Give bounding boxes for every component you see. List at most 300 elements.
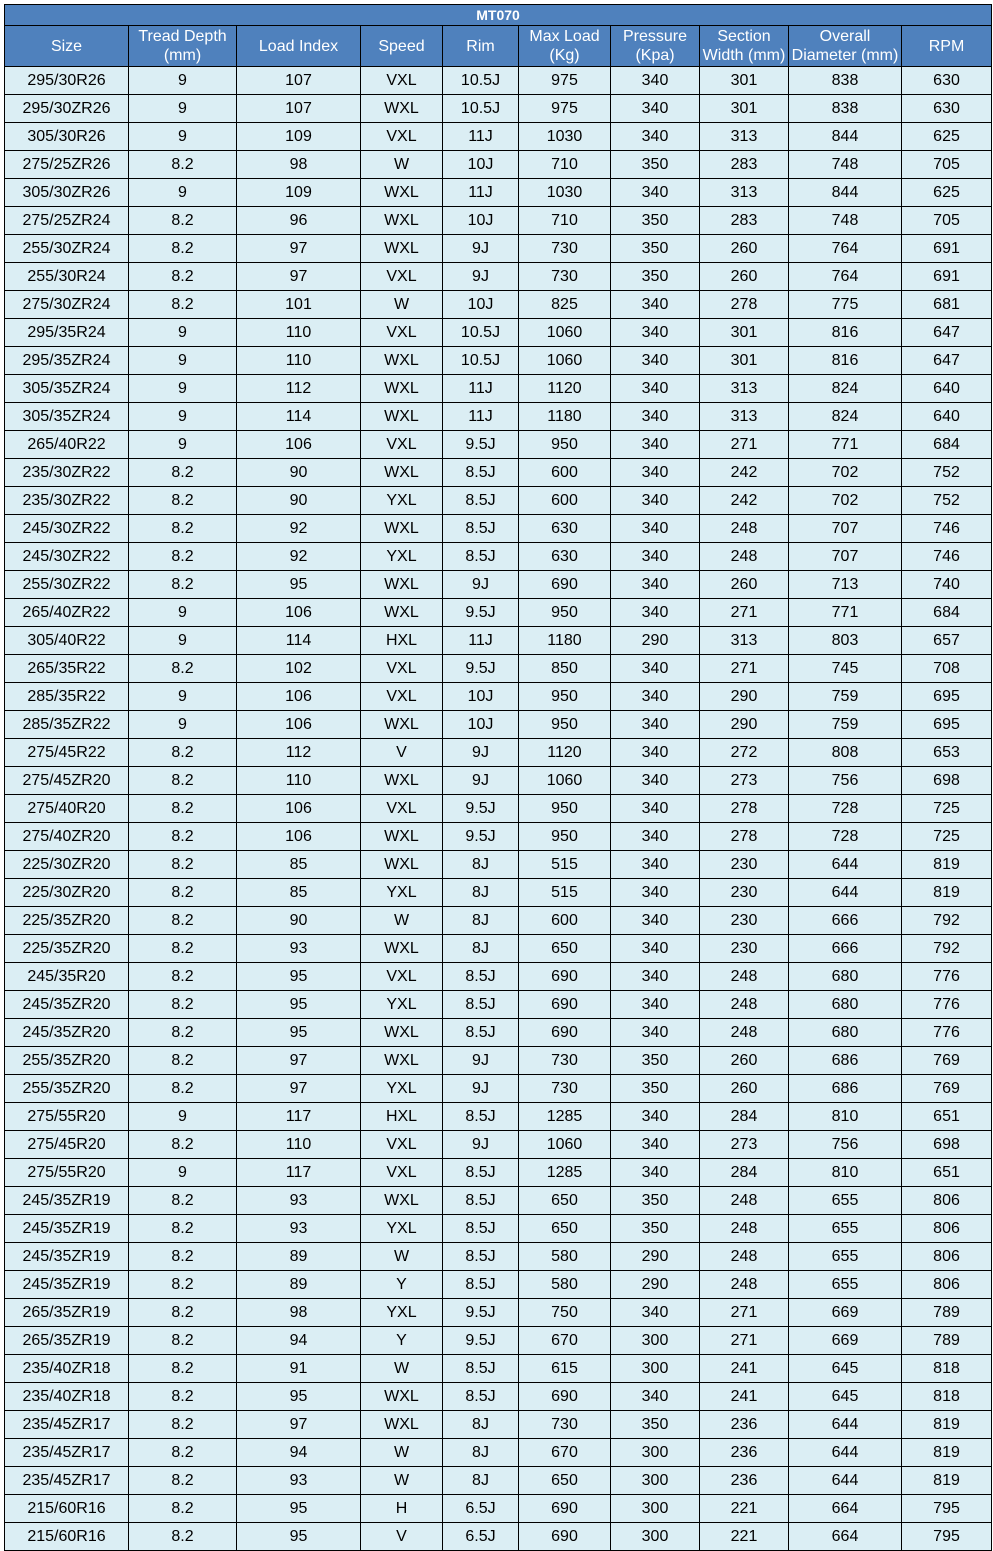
cell-pressure: 290 [611, 1271, 700, 1299]
cell-tread-depth: 9 [129, 1159, 237, 1187]
cell-rpm: 746 [902, 543, 992, 571]
cell-tread-depth: 9 [129, 599, 237, 627]
cell-section-width: 313 [700, 375, 789, 403]
cell-load-index: 95 [237, 963, 361, 991]
cell-tread-depth: 8.2 [129, 291, 237, 319]
cell-max-load: 690 [519, 963, 611, 991]
cell-rpm: 806 [902, 1215, 992, 1243]
cell-speed: WXL [361, 1187, 443, 1215]
cell-load-index: 90 [237, 907, 361, 935]
cell-rpm: 695 [902, 683, 992, 711]
column-header-load-index [237, 26, 361, 67]
cell-overall-diameter: 686 [789, 1075, 902, 1103]
cell-load-index: 117 [237, 1159, 361, 1187]
column-header-tread-depth [129, 26, 237, 67]
cell-section-width: 241 [700, 1355, 789, 1383]
cell-speed: WXL [361, 403, 443, 431]
cell-max-load: 1060 [519, 347, 611, 375]
cell-speed: WXL [361, 599, 443, 627]
cell-pressure: 300 [611, 1495, 700, 1523]
cell-section-width: 248 [700, 1187, 789, 1215]
cell-speed: WXL [361, 515, 443, 543]
cell-size: 235/30ZR22 [5, 459, 129, 487]
cell-max-load: 950 [519, 683, 611, 711]
cell-rim: 9J [443, 767, 519, 795]
cell-load-index: 97 [237, 1047, 361, 1075]
cell-rim: 8.5J [443, 1215, 519, 1243]
cell-pressure: 340 [611, 179, 700, 207]
table-row [5, 1271, 992, 1299]
cell-rim: 8.5J [443, 1243, 519, 1271]
cell-pressure: 350 [611, 1187, 700, 1215]
table-row [5, 179, 992, 207]
cell-tread-depth: 9 [129, 179, 237, 207]
cell-rim: 8J [443, 879, 519, 907]
cell-pressure: 350 [611, 263, 700, 291]
column-header-line: (Kpa) [635, 47, 675, 64]
table-row [5, 431, 992, 459]
cell-pressure: 340 [611, 599, 700, 627]
cell-size: 245/30ZR22 [5, 515, 129, 543]
cell-rim: 9J [443, 739, 519, 767]
cell-rim: 9J [443, 1131, 519, 1159]
cell-rpm: 819 [902, 879, 992, 907]
cell-size: 295/35R24 [5, 319, 129, 347]
column-header-line: RPM [928, 37, 965, 55]
cell-pressure: 340 [611, 935, 700, 963]
cell-section-width: 248 [700, 991, 789, 1019]
cell-pressure: 340 [611, 1131, 700, 1159]
cell-section-width: 313 [700, 627, 789, 655]
cell-rim: 9.5J [443, 1299, 519, 1327]
cell-load-index: 106 [237, 823, 361, 851]
cell-section-width: 248 [700, 963, 789, 991]
cell-load-index: 93 [237, 935, 361, 963]
cell-max-load: 825 [519, 291, 611, 319]
cell-overall-diameter: 713 [789, 571, 902, 599]
cell-size: 225/35ZR20 [5, 935, 129, 963]
cell-rpm: 725 [902, 823, 992, 851]
cell-pressure: 350 [611, 207, 700, 235]
cell-tread-depth: 8.2 [129, 263, 237, 291]
cell-load-index: 101 [237, 291, 361, 319]
cell-pressure: 350 [611, 1215, 700, 1243]
cell-tread-depth: 8.2 [129, 459, 237, 487]
cell-load-index: 93 [237, 1187, 361, 1215]
table-row [5, 235, 992, 263]
cell-rpm: 698 [902, 1131, 992, 1159]
cell-pressure: 300 [611, 1355, 700, 1383]
table-row [5, 1523, 992, 1551]
cell-overall-diameter: 764 [789, 263, 902, 291]
cell-rim: 9.5J [443, 599, 519, 627]
cell-pressure: 340 [611, 375, 700, 403]
cell-section-width: 301 [700, 95, 789, 123]
cell-rpm: 630 [902, 95, 992, 123]
cell-load-index: 106 [237, 431, 361, 459]
column-header-line: (Kg) [549, 47, 580, 64]
cell-pressure: 340 [611, 1019, 700, 1047]
column-header-line: Tread Depth [138, 28, 227, 45]
column-header-rim [443, 26, 519, 67]
cell-overall-diameter: 645 [789, 1355, 902, 1383]
cell-max-load: 1120 [519, 739, 611, 767]
table-row [5, 1383, 992, 1411]
cell-pressure: 300 [611, 1327, 700, 1355]
cell-max-load: 580 [519, 1271, 611, 1299]
cell-max-load: 1285 [519, 1103, 611, 1131]
cell-size: 265/35ZR19 [5, 1299, 129, 1327]
table-row [5, 935, 992, 963]
cell-section-width: 271 [700, 599, 789, 627]
cell-rpm: 789 [902, 1299, 992, 1327]
cell-rim: 9.5J [443, 655, 519, 683]
cell-rim: 9J [443, 263, 519, 291]
cell-tread-depth: 9 [129, 375, 237, 403]
cell-max-load: 670 [519, 1327, 611, 1355]
cell-rpm: 792 [902, 907, 992, 935]
cell-rpm: 819 [902, 851, 992, 879]
cell-load-index: 110 [237, 319, 361, 347]
cell-pressure: 340 [611, 1383, 700, 1411]
cell-rpm: 705 [902, 207, 992, 235]
cell-load-index: 106 [237, 599, 361, 627]
cell-tread-depth: 8.2 [129, 823, 237, 851]
cell-load-index: 95 [237, 571, 361, 599]
cell-max-load: 690 [519, 571, 611, 599]
table-row [5, 739, 992, 767]
cell-pressure: 340 [611, 431, 700, 459]
cell-tread-depth: 8.2 [129, 515, 237, 543]
cell-speed: VXL [361, 963, 443, 991]
cell-size: 305/35ZR24 [5, 375, 129, 403]
table-row [5, 1215, 992, 1243]
cell-rim: 11J [443, 123, 519, 151]
cell-speed: VXL [361, 431, 443, 459]
cell-rpm: 640 [902, 403, 992, 431]
cell-size: 245/35ZR19 [5, 1271, 129, 1299]
table-row [5, 151, 992, 179]
cell-section-width: 301 [700, 347, 789, 375]
cell-section-width: 236 [700, 1411, 789, 1439]
cell-load-index: 114 [237, 403, 361, 431]
cell-section-width: 272 [700, 739, 789, 767]
cell-overall-diameter: 728 [789, 823, 902, 851]
cell-tread-depth: 9 [129, 1103, 237, 1131]
table-row [5, 795, 992, 823]
cell-speed: WXL [361, 347, 443, 375]
cell-rim: 9.5J [443, 795, 519, 823]
cell-speed: HXL [361, 1103, 443, 1131]
cell-speed: WXL [361, 1019, 443, 1047]
cell-load-index: 94 [237, 1439, 361, 1467]
table-row [5, 1439, 992, 1467]
cell-pressure: 340 [611, 487, 700, 515]
cell-load-index: 85 [237, 851, 361, 879]
cell-rim: 10J [443, 683, 519, 711]
table-row [5, 1187, 992, 1215]
cell-section-width: 260 [700, 263, 789, 291]
cell-tread-depth: 8.2 [129, 1467, 237, 1495]
cell-rpm: 752 [902, 487, 992, 515]
table-row [5, 1327, 992, 1355]
cell-size: 245/30ZR22 [5, 543, 129, 571]
table-row [5, 851, 992, 879]
cell-section-width: 271 [700, 1327, 789, 1355]
cell-load-index: 106 [237, 711, 361, 739]
cell-overall-diameter: 702 [789, 487, 902, 515]
cell-section-width: 283 [700, 151, 789, 179]
cell-max-load: 650 [519, 1467, 611, 1495]
cell-load-index: 110 [237, 347, 361, 375]
cell-rpm: 776 [902, 963, 992, 991]
cell-rpm: 792 [902, 935, 992, 963]
cell-pressure: 350 [611, 151, 700, 179]
cell-speed: VXL [361, 655, 443, 683]
cell-pressure: 340 [611, 767, 700, 795]
cell-speed: YXL [361, 879, 443, 907]
cell-max-load: 850 [519, 655, 611, 683]
cell-rim: 10.5J [443, 319, 519, 347]
cell-tread-depth: 8.2 [129, 1383, 237, 1411]
cell-size: 255/30R24 [5, 263, 129, 291]
cell-section-width: 271 [700, 431, 789, 459]
table-row [5, 767, 992, 795]
cell-speed: WXL [361, 1047, 443, 1075]
cell-size: 295/30ZR26 [5, 95, 129, 123]
cell-section-width: 271 [700, 1299, 789, 1327]
column-header-line: Diameter (mm) [791, 47, 899, 64]
cell-tread-depth: 9 [129, 67, 237, 95]
cell-rim: 8J [443, 935, 519, 963]
cell-rpm: 625 [902, 179, 992, 207]
cell-load-index: 91 [237, 1355, 361, 1383]
column-header-line: (mm) [163, 47, 202, 64]
table-row [5, 991, 992, 1019]
table-row [5, 403, 992, 431]
cell-load-index: 95 [237, 991, 361, 1019]
cell-rim: 9.5J [443, 431, 519, 459]
cell-overall-diameter: 824 [789, 375, 902, 403]
cell-rpm: 789 [902, 1327, 992, 1355]
cell-max-load: 750 [519, 1299, 611, 1327]
cell-size: 245/35ZR20 [5, 1019, 129, 1047]
table-row [5, 1243, 992, 1271]
cell-tread-depth: 8.2 [129, 767, 237, 795]
tire-spec-sheet [4, 4, 991, 1551]
cell-rim: 10J [443, 291, 519, 319]
cell-load-index: 97 [237, 1411, 361, 1439]
cell-rpm: 819 [902, 1467, 992, 1495]
cell-pressure: 350 [611, 1411, 700, 1439]
cell-tread-depth: 8.2 [129, 543, 237, 571]
cell-rim: 11J [443, 179, 519, 207]
cell-max-load: 950 [519, 431, 611, 459]
table-row [5, 95, 992, 123]
cell-rim: 8.5J [443, 1383, 519, 1411]
cell-size: 215/60R16 [5, 1523, 129, 1551]
cell-speed: W [361, 1467, 443, 1495]
cell-overall-diameter: 844 [789, 179, 902, 207]
cell-section-width: 278 [700, 795, 789, 823]
cell-section-width: 273 [700, 1131, 789, 1159]
cell-rim: 8.5J [443, 1159, 519, 1187]
cell-tread-depth: 9 [129, 683, 237, 711]
cell-rpm: 776 [902, 991, 992, 1019]
cell-max-load: 950 [519, 795, 611, 823]
cell-max-load: 600 [519, 459, 611, 487]
cell-size: 245/35ZR19 [5, 1215, 129, 1243]
cell-max-load: 730 [519, 263, 611, 291]
cell-section-width: 313 [700, 123, 789, 151]
cell-size: 235/45ZR17 [5, 1439, 129, 1467]
cell-max-load: 730 [519, 1075, 611, 1103]
cell-section-width: 230 [700, 935, 789, 963]
cell-section-width: 283 [700, 207, 789, 235]
cell-rpm: 795 [902, 1523, 992, 1551]
table-row [5, 879, 992, 907]
cell-pressure: 340 [611, 683, 700, 711]
cell-overall-diameter: 680 [789, 1019, 902, 1047]
cell-overall-diameter: 644 [789, 1411, 902, 1439]
cell-rpm: 746 [902, 515, 992, 543]
table-row [5, 1019, 992, 1047]
cell-max-load: 975 [519, 67, 611, 95]
cell-rpm: 681 [902, 291, 992, 319]
column-header-size [5, 26, 129, 67]
cell-load-index: 94 [237, 1327, 361, 1355]
cell-load-index: 96 [237, 207, 361, 235]
cell-rim: 9.5J [443, 1327, 519, 1355]
cell-rpm: 640 [902, 375, 992, 403]
table-row [5, 907, 992, 935]
cell-size: 255/35ZR20 [5, 1047, 129, 1075]
table-row [5, 347, 992, 375]
cell-rpm: 776 [902, 1019, 992, 1047]
cell-overall-diameter: 748 [789, 207, 902, 235]
cell-rpm: 769 [902, 1075, 992, 1103]
cell-tread-depth: 8.2 [129, 1187, 237, 1215]
cell-size: 245/35R20 [5, 963, 129, 991]
cell-tread-depth: 8.2 [129, 1075, 237, 1103]
cell-overall-diameter: 707 [789, 543, 902, 571]
cell-overall-diameter: 838 [789, 95, 902, 123]
cell-tread-depth: 8.2 [129, 1439, 237, 1467]
table-row [5, 711, 992, 739]
cell-pressure: 340 [611, 711, 700, 739]
cell-max-load: 690 [519, 1523, 611, 1551]
cell-size: 255/35ZR20 [5, 1075, 129, 1103]
cell-load-index: 95 [237, 1495, 361, 1523]
cell-section-width: 273 [700, 767, 789, 795]
cell-size: 275/45R22 [5, 739, 129, 767]
cell-overall-diameter: 838 [789, 67, 902, 95]
cell-speed: HXL [361, 627, 443, 655]
cell-rim: 11J [443, 403, 519, 431]
cell-size: 245/35ZR19 [5, 1187, 129, 1215]
cell-rpm: 647 [902, 319, 992, 347]
cell-tread-depth: 8.2 [129, 991, 237, 1019]
cell-rim: 9J [443, 571, 519, 599]
cell-section-width: 260 [700, 571, 789, 599]
cell-tread-depth: 8.2 [129, 151, 237, 179]
table-row [5, 571, 992, 599]
cell-rpm: 806 [902, 1243, 992, 1271]
cell-speed: YXL [361, 543, 443, 571]
cell-size: 235/40ZR18 [5, 1355, 129, 1383]
cell-max-load: 710 [519, 207, 611, 235]
cell-load-index: 92 [237, 515, 361, 543]
cell-size: 285/35ZR22 [5, 711, 129, 739]
cell-pressure: 340 [611, 347, 700, 375]
cell-rpm: 653 [902, 739, 992, 767]
cell-tread-depth: 8.2 [129, 1495, 237, 1523]
cell-rpm: 684 [902, 431, 992, 459]
cell-rim: 10J [443, 151, 519, 179]
cell-pressure: 350 [611, 235, 700, 263]
cell-overall-diameter: 756 [789, 1131, 902, 1159]
cell-tread-depth: 8.2 [129, 207, 237, 235]
cell-size: 265/35ZR19 [5, 1327, 129, 1355]
cell-rpm: 818 [902, 1383, 992, 1411]
cell-max-load: 615 [519, 1355, 611, 1383]
cell-overall-diameter: 707 [789, 515, 902, 543]
cell-load-index: 85 [237, 879, 361, 907]
cell-size: 225/30ZR20 [5, 851, 129, 879]
column-header-line: Speed [378, 37, 425, 55]
cell-pressure: 290 [611, 1243, 700, 1271]
cell-overall-diameter: 655 [789, 1243, 902, 1271]
cell-tread-depth: 8.2 [129, 655, 237, 683]
table-row [5, 1411, 992, 1439]
cell-load-index: 107 [237, 67, 361, 95]
cell-overall-diameter: 644 [789, 1467, 902, 1495]
cell-rim: 8J [443, 851, 519, 879]
cell-pressure: 340 [611, 543, 700, 571]
cell-max-load: 710 [519, 151, 611, 179]
cell-max-load: 600 [519, 907, 611, 935]
cell-pressure: 340 [611, 1299, 700, 1327]
cell-pressure: 340 [611, 851, 700, 879]
cell-section-width: 271 [700, 655, 789, 683]
cell-tread-depth: 8.2 [129, 1355, 237, 1383]
table-row [5, 599, 992, 627]
cell-speed: YXL [361, 487, 443, 515]
cell-max-load: 1180 [519, 627, 611, 655]
cell-tread-depth: 8.2 [129, 1243, 237, 1271]
cell-rpm: 769 [902, 1047, 992, 1075]
cell-section-width: 236 [700, 1467, 789, 1495]
cell-tread-depth: 8.2 [129, 1215, 237, 1243]
table-row [5, 1355, 992, 1383]
cell-speed: W [361, 1439, 443, 1467]
cell-rim: 8J [443, 1411, 519, 1439]
cell-tread-depth: 8.2 [129, 1299, 237, 1327]
cell-pressure: 340 [611, 1159, 700, 1187]
cell-tread-depth: 9 [129, 431, 237, 459]
column-header-line: Pressure [622, 28, 688, 45]
cell-overall-diameter: 756 [789, 767, 902, 795]
cell-max-load: 515 [519, 851, 611, 879]
cell-speed: W [361, 291, 443, 319]
cell-size: 235/40ZR18 [5, 1383, 129, 1411]
cell-rim: 8.5J [443, 1187, 519, 1215]
cell-section-width: 301 [700, 319, 789, 347]
cell-max-load: 630 [519, 515, 611, 543]
cell-rim: 6.5J [443, 1495, 519, 1523]
cell-section-width: 221 [700, 1523, 789, 1551]
cell-pressure: 350 [611, 1047, 700, 1075]
